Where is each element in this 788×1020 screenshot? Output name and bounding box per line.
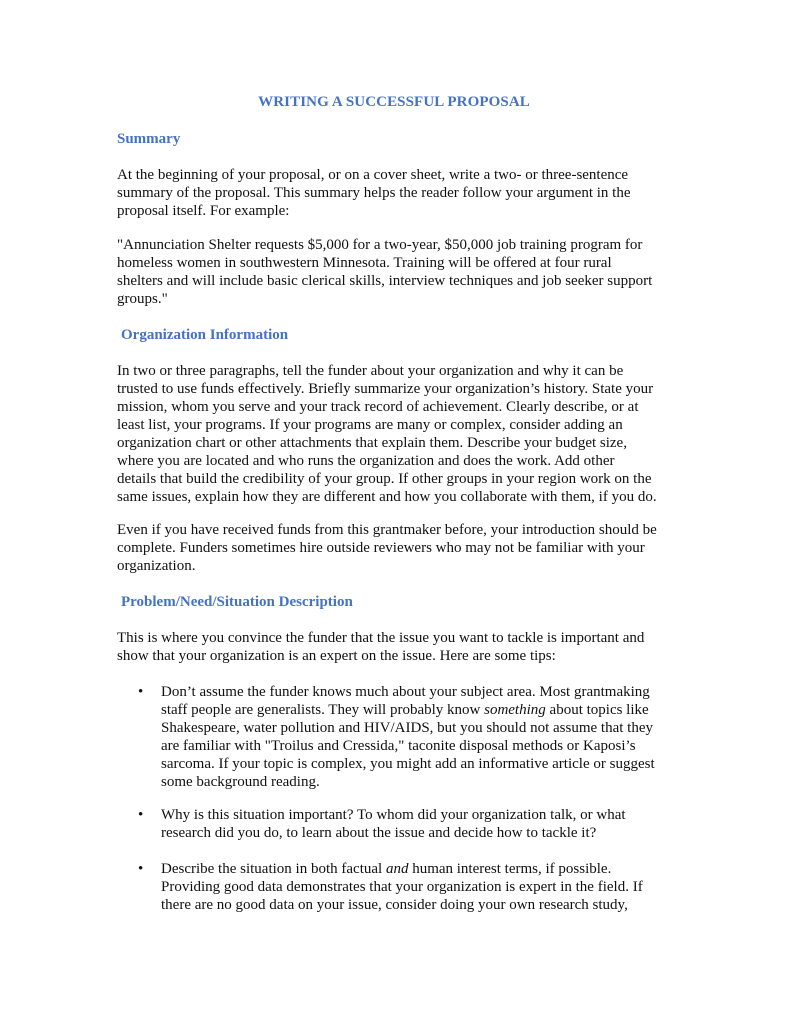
text-line: research did you do, to learn about the issue and decide how to tackle it? xyxy=(161,825,597,841)
text-line: "Annunciation Shelter requests $5,000 for a two-year, $50,000 job training program for xyxy=(117,237,643,253)
text-line: Don’t assume the funder knows much about your subject area. Most grantmaking xyxy=(161,684,650,700)
text-line: Shakespeare, water pollution and HIV/AIDS, but you should not assume that they xyxy=(161,720,653,736)
text-line: Providing good data demonstrates that your organization is expert in the field. If xyxy=(161,879,643,895)
text-line: details that build the credibility of your group. If other groups in your region work on the xyxy=(117,471,652,487)
text-line xyxy=(161,860,681,878)
organization-paragraph-2 xyxy=(117,521,677,575)
text-line: summary of the proposal. This summary helps the reader follow your argument in the xyxy=(117,185,631,201)
bullet-icon: • xyxy=(138,861,144,877)
text-run: about topics like xyxy=(545,702,649,718)
text-run: staff people are generalists. They will probably know xyxy=(161,702,485,718)
text-run: human interest terms, if possible. xyxy=(408,861,612,877)
text-line: At the beginning of your proposal, or on a cover sheet, write a two- or three-sentence xyxy=(117,167,629,183)
summary-paragraph-1 xyxy=(117,166,677,220)
text-line: shelters and will include basic clerical skills, interview techniques and job seeker support xyxy=(117,273,653,289)
text-run: Describe the situation in both factual xyxy=(161,861,386,877)
text-line: In two or three paragraphs, tell the funder about your organization and why it can be xyxy=(117,363,624,379)
text-line: This is where you convince the funder that the issue you want to tackle is important and xyxy=(117,630,645,646)
text-line: Even if you have received funds from this grantmaker before, your introduction should be xyxy=(117,522,657,538)
text-line: trusted to use funds effectively. Briefly summarize your organization’s history. State your xyxy=(117,381,654,397)
text-line: show that your organization is an expert on the issue. Here are some tips: xyxy=(117,648,556,664)
text-line: organization. xyxy=(117,558,196,574)
text-line: Why is this situation important? To whom did your organization talk, or what xyxy=(161,807,626,823)
text-line: organization chart or other attachments that explain them. Describe your budget size, xyxy=(117,435,627,451)
text-line: same issues, explain how they are different and how you collaborate with them, if you do. xyxy=(117,489,657,505)
text-line: groups." xyxy=(117,291,168,307)
text-line: proposal itself. For example: xyxy=(117,203,290,219)
text-line xyxy=(161,701,681,719)
document-title: WRITING A SUCCESSFUL PROPOSAL xyxy=(258,94,530,110)
heading-summary: Summary xyxy=(117,131,181,147)
bullet-item-1 xyxy=(161,683,681,791)
emphasis-text: something xyxy=(484,702,546,718)
summary-example-paragraph xyxy=(117,236,677,308)
problem-paragraph-1 xyxy=(117,629,677,665)
text-line: least list, your programs. If your programs are many or complex, consider adding an xyxy=(117,417,623,433)
text-line: sarcoma. If your topic is complex, you might add an informative article or suggest xyxy=(161,756,655,772)
text-line: there are no good data on your issue, consider doing your own research study, xyxy=(161,897,628,913)
text-line: homeless women in southwestern Minnesota. Training will be offered at four rural xyxy=(117,255,612,271)
text-line: where you are located and who runs the organization and does the work. Add other xyxy=(117,453,615,469)
text-line: are familiar with "Troilus and Cressida," taconite disposal methods or Kaposi’s xyxy=(161,738,636,754)
text-line: complete. Funders sometimes hire outside reviewers who may not be familiar with your xyxy=(117,540,645,556)
heading-problem-need-situation: Problem/Need/Situation Description xyxy=(121,594,353,610)
bullet-icon: • xyxy=(138,807,144,823)
organization-paragraph-1 xyxy=(117,362,677,506)
text-line: some background reading. xyxy=(161,774,320,790)
heading-organization-information: Organization Information xyxy=(121,327,289,343)
emphasis-text: and xyxy=(385,861,409,877)
text-line: mission, whom you serve and your track record of achievement. Clearly describe, or at xyxy=(117,399,639,415)
bullet-icon: • xyxy=(138,684,144,700)
bullet-item-3 xyxy=(161,860,681,914)
bullet-item-2 xyxy=(161,806,681,842)
